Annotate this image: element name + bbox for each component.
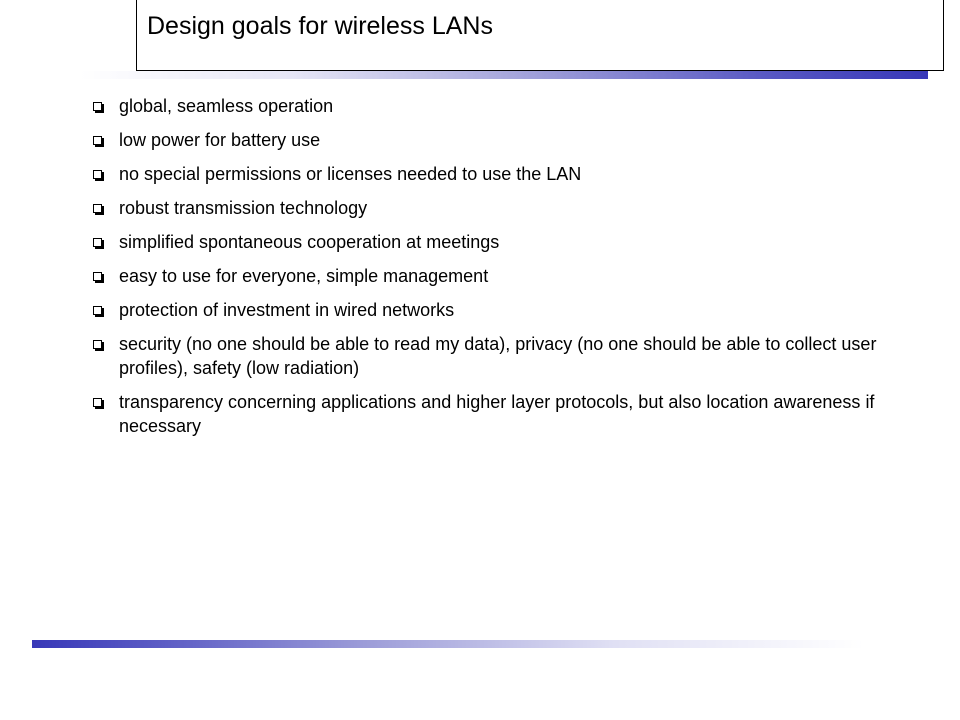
- bullet-text: robust transmission technology: [119, 198, 368, 218]
- bullet-item: [92, 196, 912, 220]
- footer-accent-bar: [32, 640, 864, 648]
- bullet-text: security (no one should be able to read my data), privacy (no one should be able to collect user profiles), safety (low radiation): [119, 334, 877, 378]
- hollow-square-icon: [93, 340, 102, 349]
- hollow-square-icon: [93, 306, 102, 315]
- bullet-text: no special permissions or licenses needed to use the LAN: [119, 164, 582, 184]
- bullet-list: [92, 94, 912, 448]
- bullet-item: [92, 230, 912, 254]
- bullet-item: [92, 264, 912, 288]
- bullet-text: transparency concerning applications and higher layer protocols, but also location awareness if necessary: [119, 392, 875, 436]
- bullet-item: [92, 332, 912, 380]
- hollow-square-icon: [93, 398, 102, 407]
- title-underline-bar: [80, 71, 928, 79]
- bullet-text: global, seamless operation: [119, 96, 334, 116]
- hollow-square-icon: [93, 170, 102, 179]
- slide-title: Design goals for wireless LANs: [147, 12, 493, 40]
- bullet-item: [92, 390, 912, 438]
- hollow-square-icon: [93, 272, 102, 281]
- hollow-square-icon: [93, 102, 102, 111]
- title-box: [136, 0, 944, 71]
- bullet-item: [92, 128, 912, 152]
- bullet-text: protection of investment in wired networks: [119, 300, 455, 320]
- hollow-square-icon: [93, 238, 102, 247]
- bullet-text: low power for battery use: [119, 130, 321, 150]
- hollow-square-icon: [93, 204, 102, 213]
- hollow-square-icon: [93, 136, 102, 145]
- bullet-item: [92, 298, 912, 322]
- bullet-item: [92, 162, 912, 186]
- bullet-text: easy to use for everyone, simple management: [119, 266, 489, 286]
- bullet-item: [92, 94, 912, 118]
- bullet-text: simplified spontaneous cooperation at meetings: [119, 232, 500, 252]
